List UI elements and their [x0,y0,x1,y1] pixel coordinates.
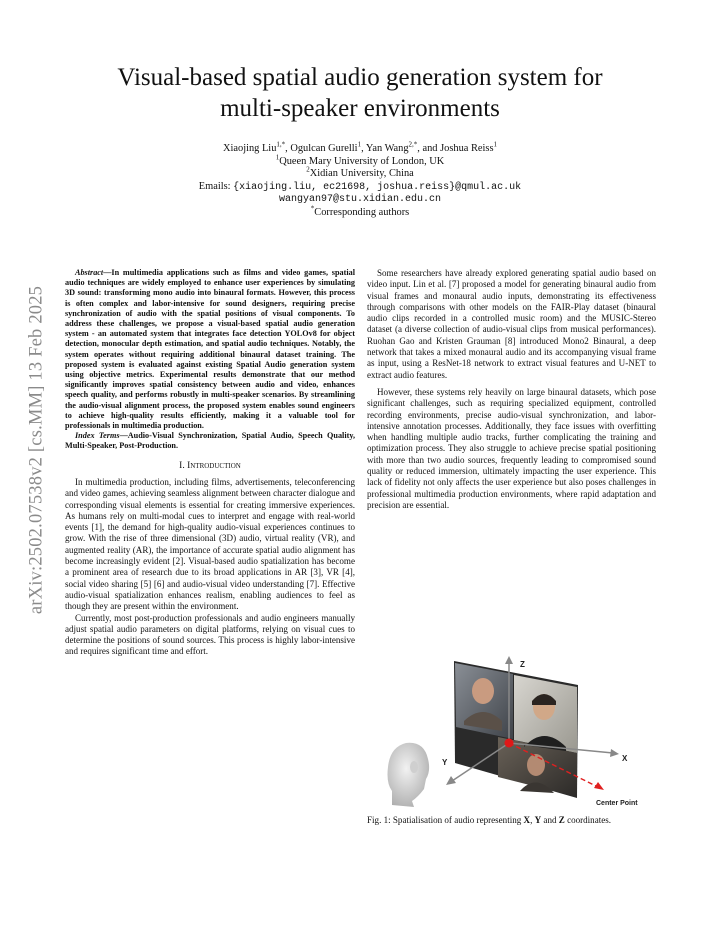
title-line-1: Visual-based spatial audio generation system for [117,64,603,91]
corresponding-text: Corresponding authors [314,206,410,218]
affiliation-text: Xidian University, China [309,168,414,179]
author-name: , Yan Wang [361,143,409,154]
z-axis-label: Z [520,660,525,669]
author-name: , Ogulcan Gurelli [285,143,358,154]
affiliation-2 [60,165,660,181]
caption-x: X [523,815,531,825]
emails-label: Emails: [198,180,234,192]
affiliation-1 [60,153,660,169]
index-terms-lead: Index Terms [75,431,120,441]
author-affil-sup: 1,* [276,140,286,149]
caption-z: Z [558,815,565,825]
arxiv-stamp [26,240,48,660]
right-paragraph-1: Some researchers have already explored generating spatial audio based on video input. Lin et al. [7] proposed a model for generating binaural audio from visual frames and monaural audio inputs, demonstrating its effectiveness through comparisons with other models on the FAIR-Play dataset (binaural audio clips recorded in a controlled music room) and the MUSIC-Stereo dataset (a diverse collection of audio-visual clips from musical performances). Ruohan Gao and Kristen Grauman [8] introduced Mono2 Binaural, a deep network that takes a mixed monaural audio and its accompanying visual frame as input, using a ResNet-18 network to extract visual features and U-NET to extract audio features. [367,268,656,380]
caption-suffix: coordinates. [564,815,612,825]
figure-1-caption [367,815,656,826]
affiliation-sup: 1 [275,153,280,162]
center-point-label: Center Point [596,800,638,807]
affiliation-text: Queen Mary University of London, UK [279,155,445,167]
author-name: , and Joshua Reiss [417,143,494,154]
left-column [65,268,355,658]
intro-paragraph-1: In multimedia production, including films, advertisements, teleconferencing and video games, achieving seamless alignment between character dialogue and corresponding visual elements is essential for creating immersive experiences. As humans rely on multi-modal cues to interpret and engage with real-world events [1], the demand for high-quality audio-visual experiences continues to grow. With the rise of three dimensional (3D) audio, virtual reality (VR), and augmented reality (AR), the importance of accurate spatial audio alignment has become increasingly evident [2]. Visual-based audio spatialization has become a prominent area of research due to its broad applications in AR [3], VR [4], social video sharing [5] [6] and audio-visual video understanding [7]. Effective audio-visual spatialization enhances realism, enabling audiences to feel as though they are present within the environment. [65,476,355,612]
arxiv-stamp-text: arXiv:2502.07538v2 [cs.MM] 13 Feb 2025 [26,285,47,615]
caption-sep: and [541,815,559,825]
caption-y: Y [534,815,542,825]
intro-paragraph-2: Currently, most post-production professionals and audio engineers manually adjust spatial audio parameters on digital platforms, relying on visual cues to determine the positions of sound sources. This process is highly labor-intensive and requires significant time and effort. [65,612,355,657]
section-heading-introduction: I. Introduction [179,460,241,471]
author-name: Xiaojing Liu [223,143,277,154]
title-line-2: multi-speaker environments [220,95,500,122]
author-affil-sup: 2,* [408,140,418,149]
y-axis-label: Y [442,758,448,767]
corresponding-note [60,204,660,220]
emails-line-1 [60,181,660,195]
x-axis-label: X [622,754,628,763]
emails-line-2: wangyan97@stu.xidian.edu.cn [278,194,442,205]
index-terms [65,431,355,451]
caption-sep: , [530,815,535,825]
index-terms-text: —Audio-Visual Synchronization, Spatial Audio, Speech Quality, Multi-Speaker, Post-Production. [65,431,356,451]
emails-qmul: {xiaojing.liu, ec21698, joshua.reiss}@qmul.ac.uk [233,181,522,193]
right-paragraph-2: However, these systems rely heavily on large binaural datasets, which pose significant challenges, such as requiring specialized equipment, controlled recording environments, precise audio-visual synchronization, and labor-intensive annotation processes. Additionally, they face issues with overfitting when handling multiple audio tracks, further complicating the training and optimization process. They also struggle to achieve precise spatial positioning with more than two audio sources, frequently leading to compromised sound quality or reduced immersion, ultimately impacting the user experience. This lack of fidelity not only affects the user experience but also poses challenges in professional multimedia production environments, where rapid adaptation and precision are essential. [367,386,656,510]
figure-1 [378,655,660,807]
abstract-lead: Abstract [75,268,104,277]
paper-title [60,62,660,124]
author-affil-sup: 1 [357,140,362,149]
abstract [65,268,355,431]
abstract-text: —In multimedia applications such as films and video games, spatial audio techniques are widely employed to enhance user experiences by simulating 3D sound: transforming mono audio into binaural formats. However, this process is often complex and labor-intensive for sound designers, requiring precise synchronization of audio with the spatial positions of visual components. To address these challenges, we propose a visual-based spatial audio generation system - an automated system that integrates face detection YOLOv8 for object detection, monocular depth estimation, and spatial audio techniques. Notably, the system operates without requiring additional binaural dataset training. The proposed system is evaluated against existing Spatial Audio generation system using objective metrics. Experimental results demonstrate that our method significantly improves spatial consistency between audio and video, enhances speech quality, and performs robustly in multi-speaker scenarios. By streamlining the audio-visual alignment process, the proposed system enables sound engineers to achieve high-quality results efficiently, making it a valuable tool for professionals in multimedia production. [65,268,355,431]
corresponding-sup: * [310,204,315,213]
spatialisation-diagram [378,655,660,807]
author-affil-sup: 1 [493,140,497,149]
author-block [60,140,660,219]
affiliation-sup: 2 [306,165,310,174]
video-plane [454,661,578,798]
caption-prefix: Fig. 1: Spatialisation of audio representing [367,815,524,825]
sound-source-dot [505,739,514,748]
author-names [60,140,660,156]
right-column [367,268,656,511]
listener-head-icon [388,743,430,807]
